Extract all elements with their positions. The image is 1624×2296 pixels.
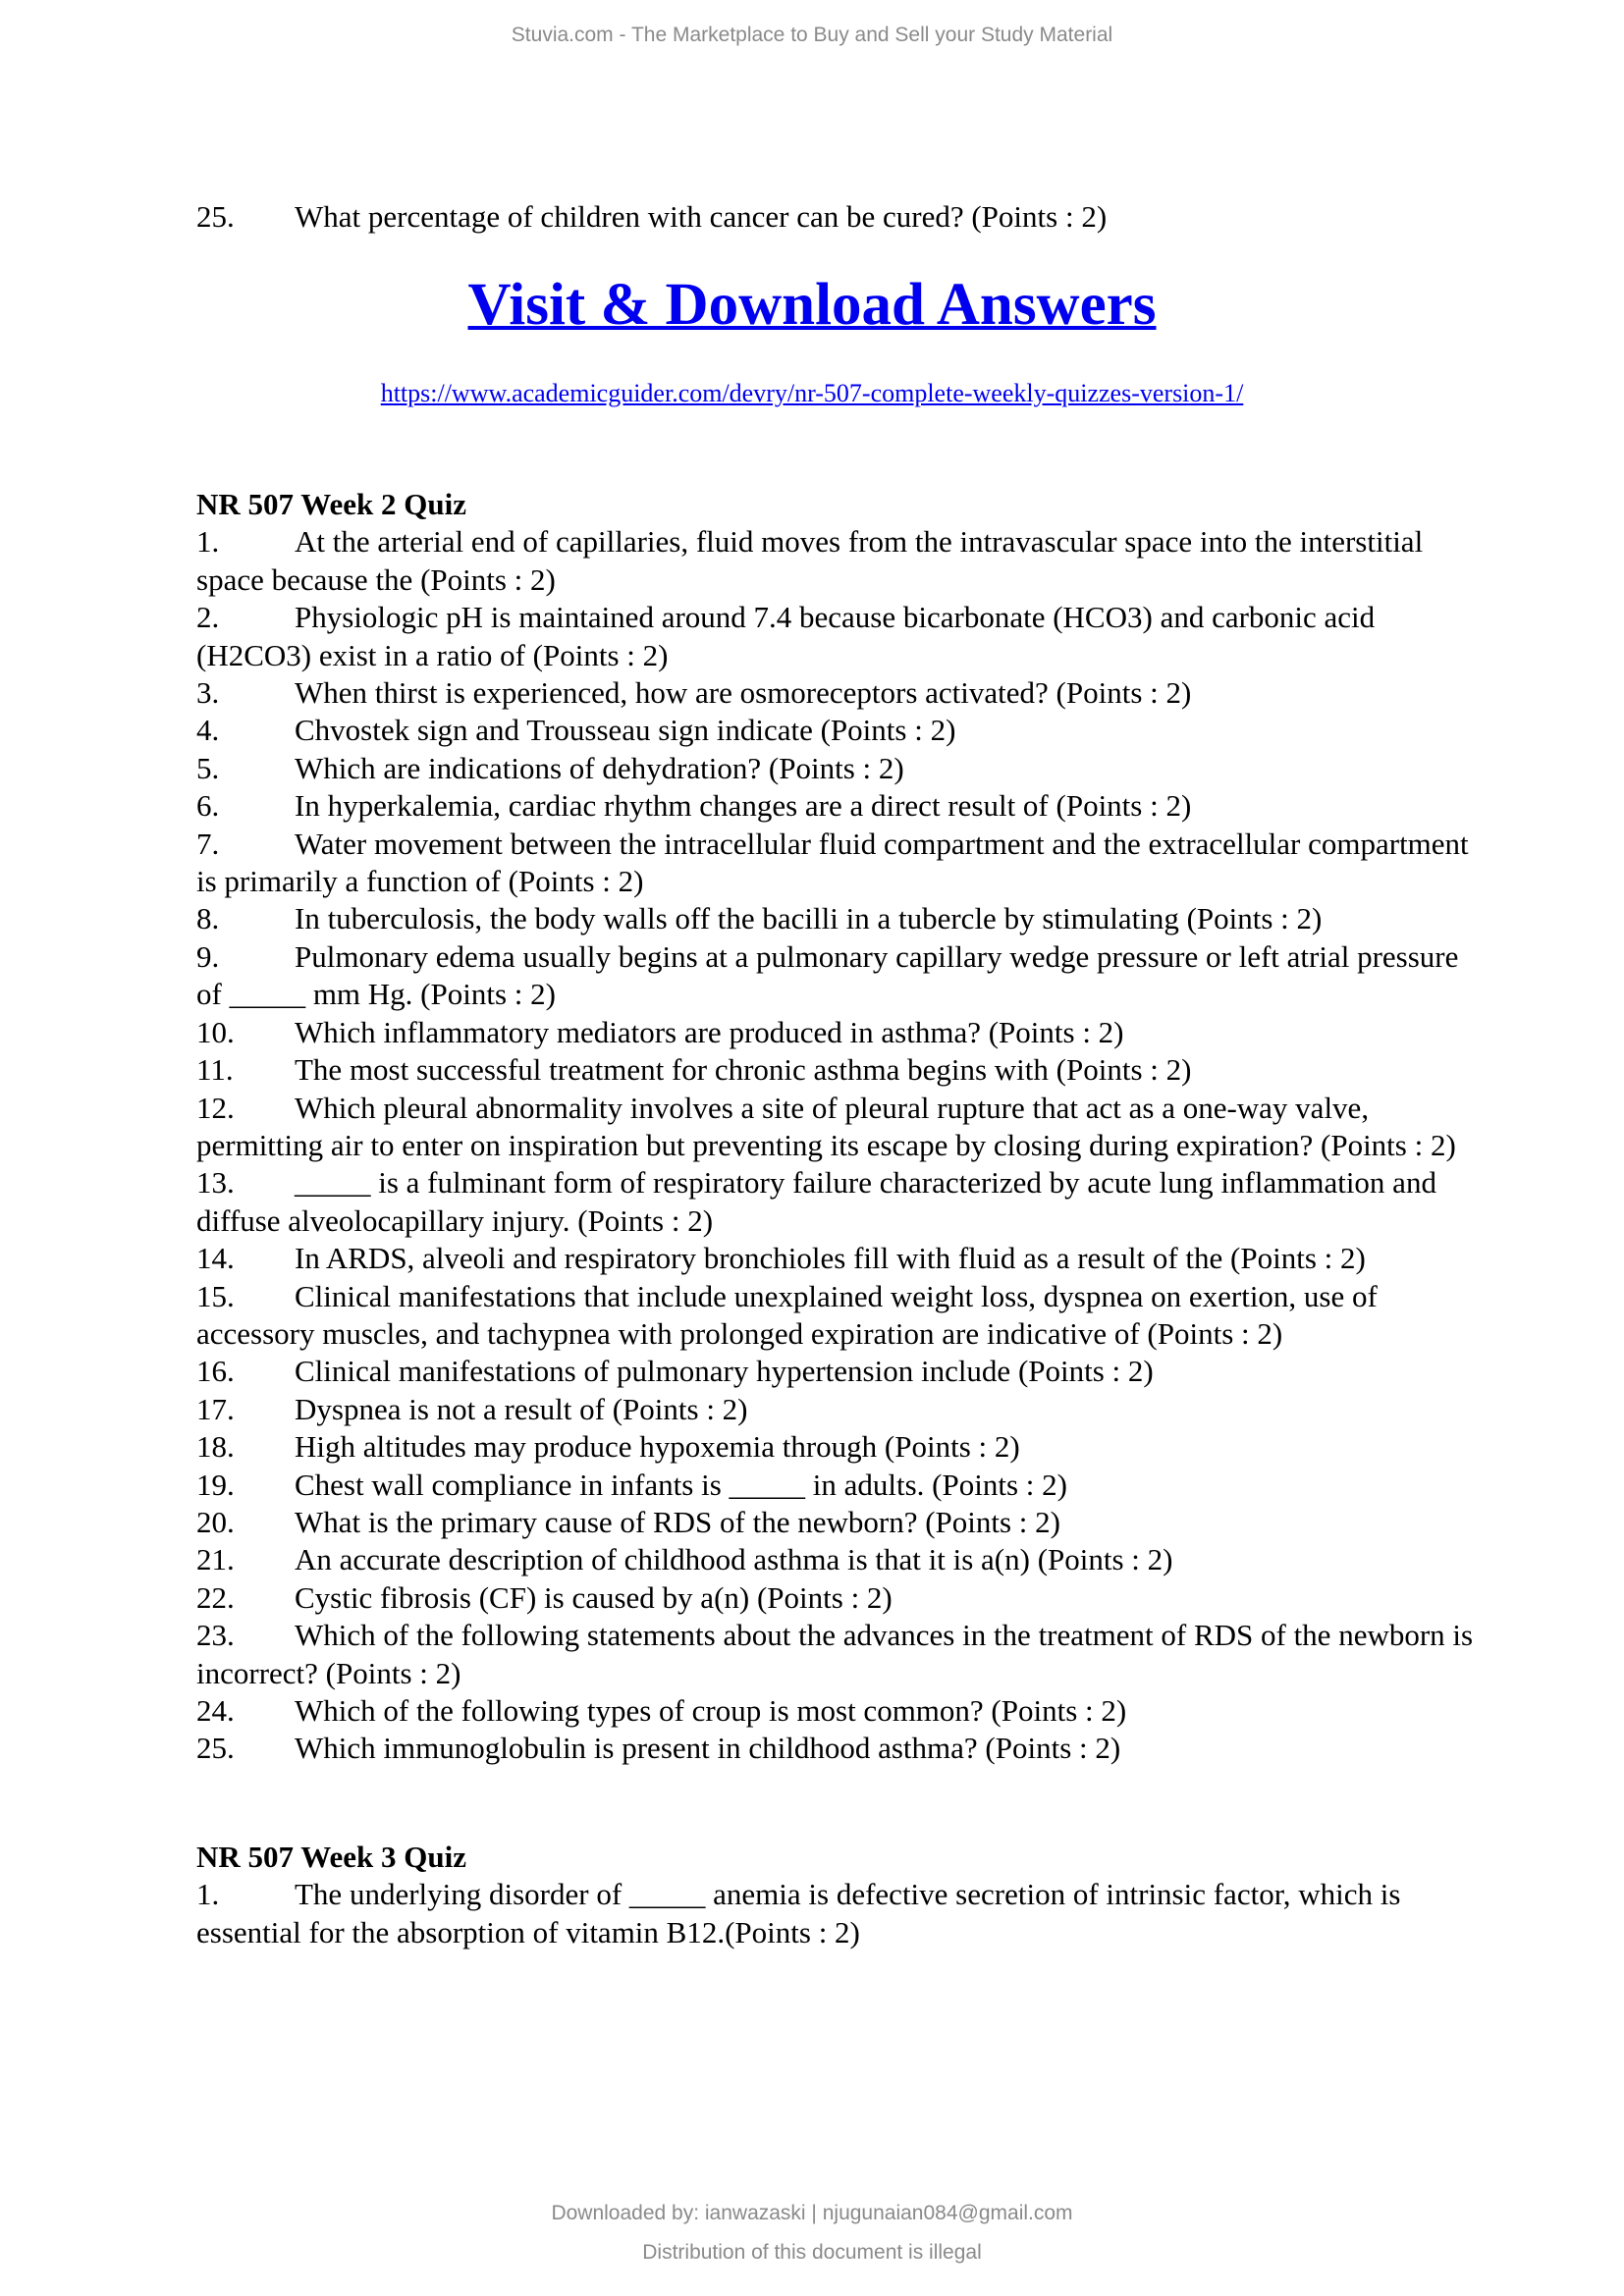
question-number: 18.: [196, 1429, 235, 1465]
question-text: When thirst is experienced, how are osmoreceptors activated? (Points : 2): [295, 675, 1192, 711]
question-number: 1.: [196, 1877, 220, 1912]
question-text: At the arterial end of capillaries, fluid moves from the intravascular space into the interstitial space because the (Points : 2): [196, 524, 1424, 597]
question-text: Which immunoglobulin is present in childhood asthma? (Points : 2): [295, 1731, 1121, 1766]
question-text: Which of the following types of croup is most common? (Points : 2): [295, 1693, 1127, 1728]
url-line: [0, 379, 1624, 408]
visit-download-heading: [0, 271, 1624, 340]
question-number: 1.: [196, 524, 220, 560]
question-number: 7.: [196, 826, 220, 861]
question-text: An accurate description of childhood asthma is that it is a(n) (Points : 2): [295, 1542, 1173, 1577]
question-item: [196, 1051, 1483, 1089]
question-item: [196, 1353, 1483, 1390]
question-item: [196, 1504, 1483, 1541]
answers-url-link[interactable]: https://www.academicguider.com/devry/nr-507-complete-weekly-quizzes-version-1/: [380, 379, 1244, 407]
question-text: _____ is a fulminant form of respiratory failure characterized by acute lung inflammation and diffuse alveolocapillary injury. (Points : 2): [196, 1165, 1436, 1238]
question-text: Which pleural abnormality involves a site of pleural rupture that act as a one-way valve, permitting air to enter on inspiration but preventing its escape by closing during expiration? (Points : 2): [196, 1090, 1456, 1162]
question-number: 13.: [196, 1165, 235, 1201]
visit-download-link[interactable]: Visit & Download Answers: [467, 272, 1157, 338]
question-number: 8.: [196, 901, 220, 936]
question-number: 10.: [196, 1014, 235, 1049]
page-header: Stuvia.com - The Marketplace to Buy and Sell your Study Material: [511, 24, 1113, 46]
question-item: [196, 938, 1483, 1014]
question-item: [196, 787, 1483, 825]
question-item: [196, 1391, 1483, 1428]
question-item: [196, 1876, 1483, 1951]
question-item: [196, 674, 1483, 712]
question-number: 20.: [196, 1504, 235, 1539]
week2-title: NR 507 Week 2 Quiz: [196, 487, 466, 521]
question-item: [196, 1090, 1483, 1165]
question-item: [196, 198, 1483, 236]
question-number: 14.: [196, 1241, 235, 1276]
question-text: What is the primary cause of RDS of the newborn? (Points : 2): [295, 1504, 1060, 1539]
question-number: 11.: [196, 1052, 234, 1088]
question-number: 9.: [196, 938, 220, 974]
question-text: Which of the following statements about the advances in the treatment of RDS of the newborn is incorrect? (Points : 2): [196, 1618, 1474, 1690]
week2-question-list: [196, 523, 1483, 1767]
question-text: Dyspnea is not a result of (Points : 2): [295, 1391, 748, 1426]
question-text: Clinical manifestations of pulmonary hypertension include (Points : 2): [295, 1354, 1154, 1389]
week2-section: [196, 486, 1483, 1768]
week3-title: NR 507 Week 3 Quiz: [196, 1840, 466, 1874]
week3-question-list: [196, 1876, 1483, 1951]
question-text: In hyperkalemia, cardiac rhythm changes are a direct result of (Points : 2): [295, 788, 1192, 824]
question-number: 23.: [196, 1618, 235, 1653]
question-text: In ARDS, alveoli and respiratory bronchioles fill with fluid as a result of the (Points : 2): [295, 1241, 1366, 1276]
week3-section: [196, 1839, 1483, 1951]
question-text: Which are indications of dehydration? (Points : 2): [295, 750, 904, 785]
question-item: [196, 1541, 1483, 1578]
question-number: 22.: [196, 1579, 235, 1615]
question-number: 24.: [196, 1693, 235, 1728]
question-number: 4.: [196, 713, 220, 748]
question-text: Chvostek sign and Trousseau sign indicate (Points : 2): [295, 713, 956, 748]
question-text: Clinical manifestations that include unexplained weight loss, dyspnea on exertion, use of accessory muscles, and tachypnea with prolonged expiration are indicative of (Points : 2): [196, 1278, 1378, 1351]
question-item: [196, 523, 1483, 599]
question-item: [196, 1278, 1483, 1354]
question-item: [196, 1164, 1483, 1240]
question-item: [196, 1579, 1483, 1617]
footer-distribution-notice: Distribution of this document is illegal: [642, 2241, 982, 2264]
question-number: 25.: [196, 199, 235, 234]
question-number: 15.: [196, 1278, 235, 1313]
question-text: Pulmonary edema usually begins at a pulmonary capillary wedge pressure or left atrial pressure of _____ mm Hg. (Points : 2): [196, 938, 1459, 1012]
question-text: Chest wall compliance in infants is _____ in adults. (Points : 2): [295, 1467, 1067, 1502]
question-item: [196, 1617, 1483, 1692]
question-number: 5.: [196, 750, 220, 785]
footer-downloaded-by: Downloaded by: ianwazaski | njugunaian084@gmail.com: [551, 2202, 1073, 2224]
question-item: [196, 1467, 1483, 1504]
question-number: 25.: [196, 1731, 235, 1766]
question-text: Water movement between the intracellular fluid compartment and the extracellular compartment is primarily a function of (Points : 2): [196, 826, 1469, 899]
question-number: 19.: [196, 1467, 235, 1502]
question-item: [196, 826, 1483, 901]
question-item: [196, 1014, 1483, 1051]
question-item: [196, 599, 1483, 674]
question-number: 17.: [196, 1391, 235, 1426]
question-number: 3.: [196, 675, 220, 711]
question-text: Which inflammatory mediators are produced in asthma? (Points : 2): [295, 1014, 1124, 1049]
question-item: [196, 900, 1483, 937]
question-item: [196, 1428, 1483, 1466]
question-number: 16.: [196, 1354, 235, 1389]
question-text: Physiologic pH is maintained around 7.4 because bicarbonate (HCO3) and carbonic acid (H2CO3) exist in a ratio of (Points : 2): [196, 600, 1376, 672]
question-text: The most successful treatment for chronic asthma begins with (Points : 2): [295, 1052, 1192, 1088]
question-text: Cystic fibrosis (CF) is caused by a(n) (Points : 2): [295, 1579, 893, 1615]
question-text: In tuberculosis, the body walls off the bacilli in a tubercle by stimulating (Points : 2): [295, 901, 1323, 936]
question-item: [196, 1692, 1483, 1730]
question-item: [196, 1730, 1483, 1767]
question-number: 12.: [196, 1090, 235, 1125]
question-number: 6.: [196, 788, 220, 824]
question-text: The underlying disorder of _____ anemia is defective secretion of intrinsic factor, which is essential for the absorption of vitamin B12.(Points : 2): [196, 1877, 1401, 1949]
question-item: [196, 712, 1483, 749]
question-text: What percentage of children with cancer can be cured? (Points : 2): [295, 199, 1108, 234]
question-number: 21.: [196, 1542, 235, 1577]
question-item: [196, 750, 1483, 787]
question-number: 2.: [196, 600, 220, 635]
question-item: [196, 1240, 1483, 1277]
question-text: High altitudes may produce hypoxemia through (Points : 2): [295, 1429, 1020, 1465]
